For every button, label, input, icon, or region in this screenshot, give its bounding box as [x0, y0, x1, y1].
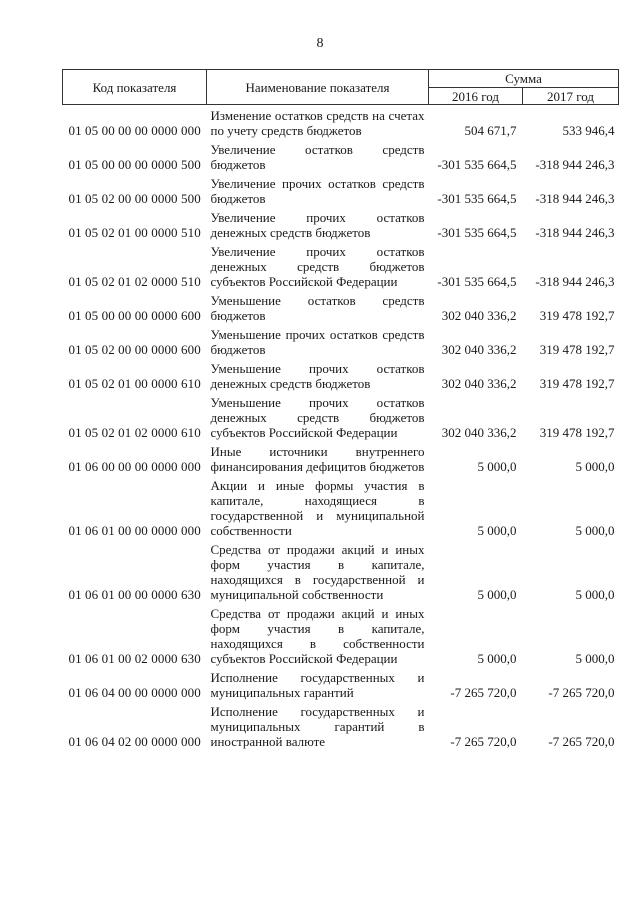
row-value-2016: -301 535 664,5 [437, 225, 517, 240]
row-value-2016: 5 000,0 [477, 587, 517, 602]
table-row [63, 475, 619, 539]
row-code: 01 06 04 02 00 0000 000 [68, 734, 201, 749]
header-sum: Сумма [429, 70, 619, 88]
row-code: 01 05 00 00 00 0000 500 [68, 157, 201, 172]
row-value-2017: -7 265 720,0 [548, 685, 615, 700]
row-value-2017: 319 478 192,7 [539, 308, 615, 323]
table-row [63, 139, 619, 173]
row-value-2016: -301 535 664,5 [437, 274, 517, 289]
row-value-2017: 5 000,0 [575, 459, 615, 474]
row-value-2017: 319 478 192,7 [539, 376, 615, 391]
row-value-2017: 319 478 192,7 [539, 425, 615, 440]
table-body [63, 105, 619, 751]
row-value-2017: 5 000,0 [575, 587, 615, 602]
row-name: Уменьшение прочих остатков денежных средств бюджетов субъектов Российской Федерации [210, 395, 425, 440]
row-code: 01 06 04 00 00 0000 000 [68, 685, 201, 700]
row-name: Увеличение прочих остатков денежных средств бюджетов [210, 210, 425, 240]
row-value-2016: 5 000,0 [477, 651, 517, 666]
table-row [63, 441, 619, 475]
row-name: Изменение остатков средств на счетах по учету средств бюджетов [210, 108, 425, 138]
table-row [63, 667, 619, 701]
row-name: Уменьшение остатков средств бюджетов [210, 293, 425, 323]
row-name: Уменьшение прочих остатков средств бюджетов [210, 327, 425, 357]
row-name: Акции и иные формы участия в капитале, находящиеся в государственной и муниципальной собственности [210, 478, 425, 538]
row-value-2017: -318 944 246,3 [535, 274, 615, 289]
row-value-2016: 302 040 336,2 [441, 425, 517, 440]
row-value-2016: 504 671,7 [464, 123, 517, 138]
row-value-2016: 302 040 336,2 [441, 342, 517, 357]
table-row [63, 105, 619, 140]
header-name: Наименование показателя [207, 70, 429, 105]
table-row [63, 358, 619, 392]
table-row [63, 324, 619, 358]
row-value-2016: -7 265 720,0 [450, 734, 517, 749]
row-name: Увеличение прочих остатков денежных средств бюджетов субъектов Российской Федерации [210, 244, 425, 289]
table-row [63, 603, 619, 667]
row-value-2017: 319 478 192,7 [539, 342, 615, 357]
row-value-2016: 302 040 336,2 [441, 308, 517, 323]
row-code: 01 05 02 00 00 0000 500 [68, 191, 201, 206]
row-value-2016: 5 000,0 [477, 459, 517, 474]
table-row [63, 241, 619, 290]
row-name: Средства от продажи акций и иных форм участия в капитале, находящихся в собственности субъектов Российской Федерации [210, 606, 425, 666]
row-code: 01 05 02 01 00 0000 510 [68, 225, 201, 240]
row-code: 01 05 00 00 00 0000 000 [68, 123, 201, 138]
row-value-2016: -301 535 664,5 [437, 157, 517, 172]
row-code: 01 06 00 00 00 0000 000 [68, 459, 201, 474]
table-row [63, 701, 619, 750]
row-code: 01 05 02 01 02 0000 610 [68, 425, 201, 440]
row-code: 01 05 02 00 00 0000 600 [68, 342, 201, 357]
row-value-2016: -7 265 720,0 [450, 685, 517, 700]
row-value-2017: 533 946,4 [562, 123, 615, 138]
row-name: Исполнение государственных и муниципальных гарантий [210, 670, 425, 700]
table-row [63, 539, 619, 603]
row-value-2017: -7 265 720,0 [548, 734, 615, 749]
row-code: 01 05 00 00 00 0000 600 [68, 308, 201, 323]
row-value-2016: 302 040 336,2 [441, 376, 517, 391]
header-year-2016: 2016 год [429, 88, 523, 105]
row-code: 01 06 01 00 00 0000 000 [68, 523, 201, 538]
row-name: Иные источники внутреннего финансирования дефицитов бюджетов [210, 444, 425, 474]
header-year-2017: 2017 год [523, 88, 619, 105]
budget-sources-table [62, 69, 619, 750]
header-code: Код показателя [63, 70, 207, 105]
row-code: 01 05 02 01 02 0000 510 [68, 274, 201, 289]
table-row [63, 290, 619, 324]
row-value-2017: -318 944 246,3 [535, 157, 615, 172]
row-code: 01 06 01 00 02 0000 630 [68, 651, 201, 666]
row-value-2017: -318 944 246,3 [535, 225, 615, 240]
row-code: 01 05 02 01 00 0000 610 [68, 376, 201, 391]
row-name: Уменьшение прочих остатков денежных средств бюджетов [210, 361, 425, 391]
row-name: Увеличение прочих остатков средств бюджетов [210, 176, 425, 206]
table-row [63, 207, 619, 241]
row-name: Исполнение государственных и муниципальных гарантий в иностранной валюте [210, 704, 425, 749]
row-value-2016: -301 535 664,5 [437, 191, 517, 206]
row-value-2017: 5 000,0 [575, 651, 615, 666]
row-value-2016: 5 000,0 [477, 523, 517, 538]
page-number: 8 [316, 36, 324, 51]
table-row [63, 392, 619, 441]
row-name: Увеличение остатков средств бюджетов [210, 142, 425, 172]
row-name: Средства от продажи акций и иных форм участия в капитале, находящихся в государственной и муниципальной собственности [210, 542, 425, 602]
row-value-2017: 5 000,0 [575, 523, 615, 538]
row-code: 01 06 01 00 00 0000 630 [68, 587, 201, 602]
row-value-2017: -318 944 246,3 [535, 191, 615, 206]
table-row [63, 173, 619, 207]
